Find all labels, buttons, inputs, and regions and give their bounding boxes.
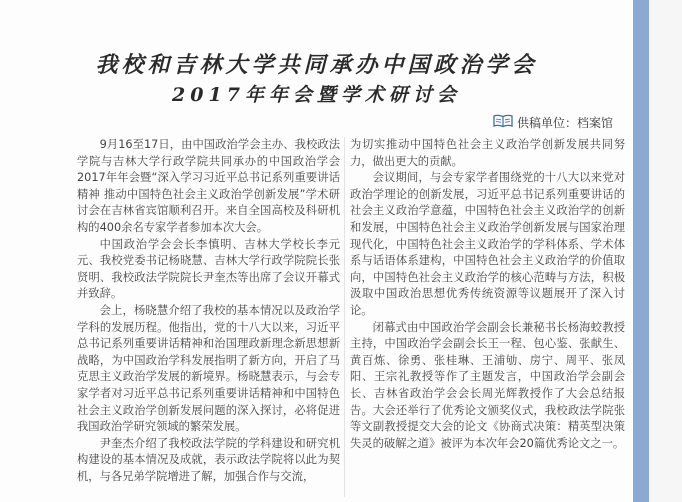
source-credit [493, 113, 613, 131]
right-text-column [350, 137, 625, 452]
article-title-line2: 2017年年会暨学术研讨会 [172, 84, 461, 106]
left-paragraph-4: 尹奎杰介绍了我校政法学院的学科建设和研究机构建设的基本情况及成就，表示政法学院将以此为契机，与各兄弟学院增进了解，加强合作与交流， [77, 436, 340, 483]
open-book-icon [493, 113, 517, 132]
right-paragraph-3: 闭幕式由中国政治学会副会长兼秘书长杨海蛟教授主持，中国政治学会副会长王一程、包心鉴、张献生、黄百炼、徐勇、张桂琳、王浦劬、房宁、周平、张凤阳、王宗礼教授等作了主题发言，中国政治学会副会长、吉林省政治学会会长周光辉教授作了大会总结报告。大会还举行了优秀论文颁奖仪式，我校政法学院张等文副教授提交大会的论文《协商式决策：精英型决策失灵的破解之道》被评为本次年会20篇优秀论文之一。 [350, 320, 625, 450]
right-paragraph-2: 会议期间，与会专家学者围绕党的十八大以来党对政治学理论的创新发展，习近平总书记系列重要讲话的社会主义政治学意蕴，中国特色社会主义政治学的创新和发展，中国特色社会主义政治学创新发展与国家治理现代化，中国特色社会主义政治学的学科体系、学术体系与话语体系建构，中国特色社会主义政治学的价值取向，中国特色社会主义政治学的核心范畴与方法，积极汲取中国政治思想优秀传统资源等议题展开了深入讨论。 [350, 171, 625, 317]
page-edge-color-bar [633, 0, 649, 502]
left-text-column [77, 137, 340, 485]
left-paragraph-1: 9月16至17日，由中国政治学会主办、我校政法学院与吉林大学行政学院共同承办的中国政治学会2017年年会暨“深入学习习近平总书记系列重要讲话精神 推动中国特色社会主义政治学创新发展”学术研讨会在吉林省宾馆顺利召开。来自全国高校及科研机构的400余名专家学者参加本次大会。 [77, 138, 340, 234]
left-paragraph-3: 会上，杨晓慧介绍了我校的基本情况以及政治学学科的发展历程。他指出，党的十八大以来，习近平总书记系列重要讲话精神和治国理政新理念新思想新战略，为中国政治学科发展指明了新方向，开启了马克思主义政治学发展的新境界。杨晓慧表示，与会专家学者对习近平总书记系列重要讲话精神和中国特色社会主义政治学创新发展问题的深入探讨，必将促进我国政治学研究领域的繁荣发展。 [77, 303, 340, 434]
page-outer-margin [649, 0, 682, 502]
right-paragraph-1: 为切实推动中国特色社会主义政治学创新发展共同努力，做出更大的贡献。 [350, 138, 625, 168]
source-label: 供稿单位：档案馆 [517, 115, 614, 130]
article-title-line1: 我校和吉林大学共同承办中国政治学会 [95, 52, 538, 78]
column-divider [344, 137, 345, 497]
left-paragraph-2: 中国政治学会会长李慎明、吉林大学校长李元元、我校党委书记杨晓慧、吉林大学行政学院院长张贤明、我校政法学院院长尹奎杰等出席了会议开幕式并致辞。 [77, 237, 340, 301]
